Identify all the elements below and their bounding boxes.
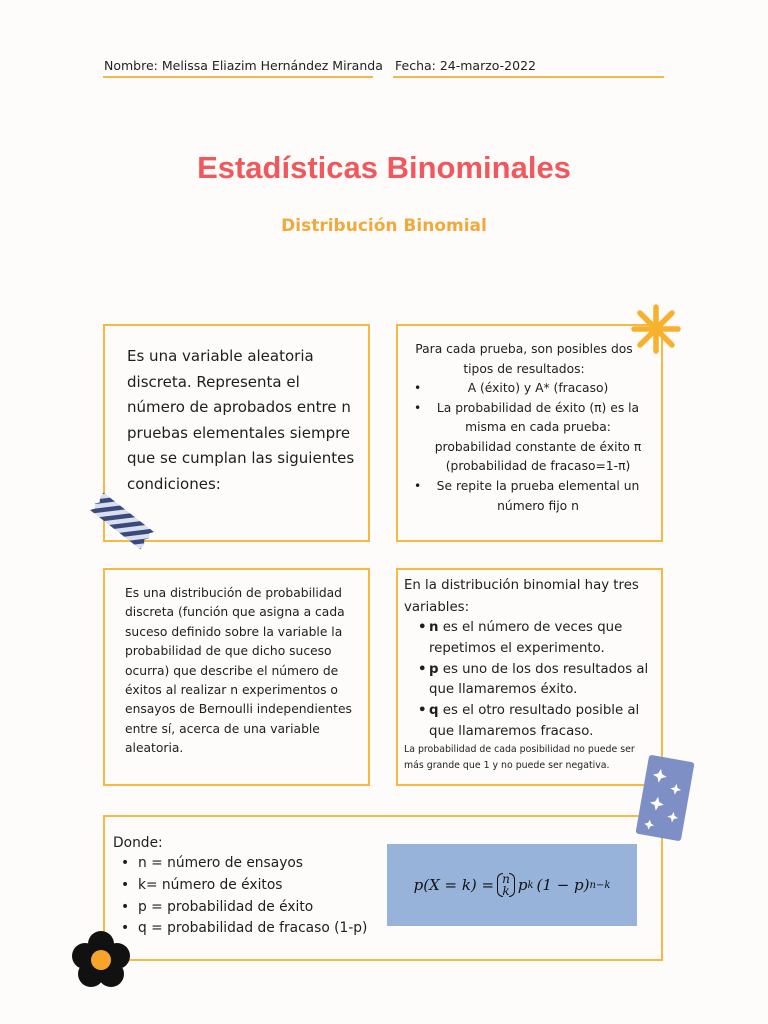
- variable-desc: es uno de los dos resultados al que llamaremos éxito.: [429, 661, 649, 698]
- formula-lhs: p(X = k) =: [413, 876, 495, 894]
- list-item: • p = probabilidad de éxito: [119, 897, 389, 919]
- formula-exp-k: k: [527, 879, 534, 891]
- formula-p: p: [517, 876, 528, 894]
- list-item: • q = probabilidad de fracaso (1-p): [119, 918, 389, 940]
- list-item: • n = número de ensayos: [119, 853, 389, 875]
- list-item: • La probabilidad de éxito (π) es la misma en cada prueba: probabilidad constante de éxito π (probabilidad de fracaso=1-π): [410, 399, 650, 477]
- binomial-coefficient: [497, 873, 515, 897]
- binomial-formula: [387, 844, 637, 926]
- page-title: Estadísticas Binominales: [197, 150, 571, 185]
- probability-note: La probabilidad de cada posibilidad no puede ser más grande que 1 y no puede ser negativa.: [404, 744, 635, 772]
- sparkle-tape-icon: [632, 752, 698, 844]
- date-underline: [393, 76, 664, 78]
- definition-text: Es una variable aleatoria discreta. Representa el número de aprobados entre n pruebas elementales siempre que se cumplan las siguientes condiciones:: [127, 347, 355, 493]
- conditions-intro: Para cada prueba, son posibles dos tipos de resultados:: [415, 342, 633, 376]
- flower-icon: [70, 930, 132, 990]
- distribution-text: Es una distribución de probabilidad discreta (función que asigna a cada suceso definido sobre la variable la probabilidad de que dicho suceso ocurra) que describe el número de éxitos al realizar n experimentos o ensayos de Bernoulli independientes entre sí, acerca de una variable aleatoria.: [125, 586, 352, 756]
- binom-top: n: [502, 872, 510, 886]
- binom-bottom: k: [502, 884, 510, 898]
- list-item: [418, 618, 654, 660]
- variable-key: q: [429, 703, 439, 719]
- striped-tape-icon: [84, 486, 160, 556]
- list-item: [418, 660, 654, 702]
- distribution-card: [103, 568, 370, 786]
- formula-q-term: (1 − p): [536, 876, 590, 894]
- name-underline: [103, 76, 373, 78]
- where-list: [119, 853, 389, 940]
- where-label: Donde:: [113, 835, 163, 851]
- list-item: • Se repite la prueba elemental un número fijo n: [410, 477, 650, 516]
- date-field: Fecha: 24-marzo-2022: [395, 58, 536, 73]
- variables-card: [396, 568, 663, 786]
- variable-desc: es el número de veces que repetimos el experimento.: [429, 620, 623, 656]
- student-name: Nombre: Melissa Eliazim Hernández Miranda: [104, 58, 383, 73]
- page-subtitle: Distribución Binomial: [281, 216, 487, 236]
- variable-key: n: [429, 620, 439, 635]
- conditions-card: [396, 324, 663, 542]
- list-item: [418, 701, 654, 743]
- variables-list: [418, 618, 654, 743]
- list-item: • k= número de éxitos: [119, 875, 389, 897]
- list-item: • A (éxito) y A* (fracaso): [410, 379, 650, 399]
- variables-intro: En la distribución binomial hay tres variables:: [404, 578, 639, 615]
- asterisk-icon: [630, 303, 682, 355]
- formula-exp-nk: n−k: [589, 879, 611, 891]
- formula-card: [103, 815, 663, 961]
- variable-key: p: [429, 661, 439, 677]
- variable-desc: es el otro resultado posible al que llamaremos fracaso.: [429, 703, 640, 739]
- conditions-list: [410, 379, 650, 516]
